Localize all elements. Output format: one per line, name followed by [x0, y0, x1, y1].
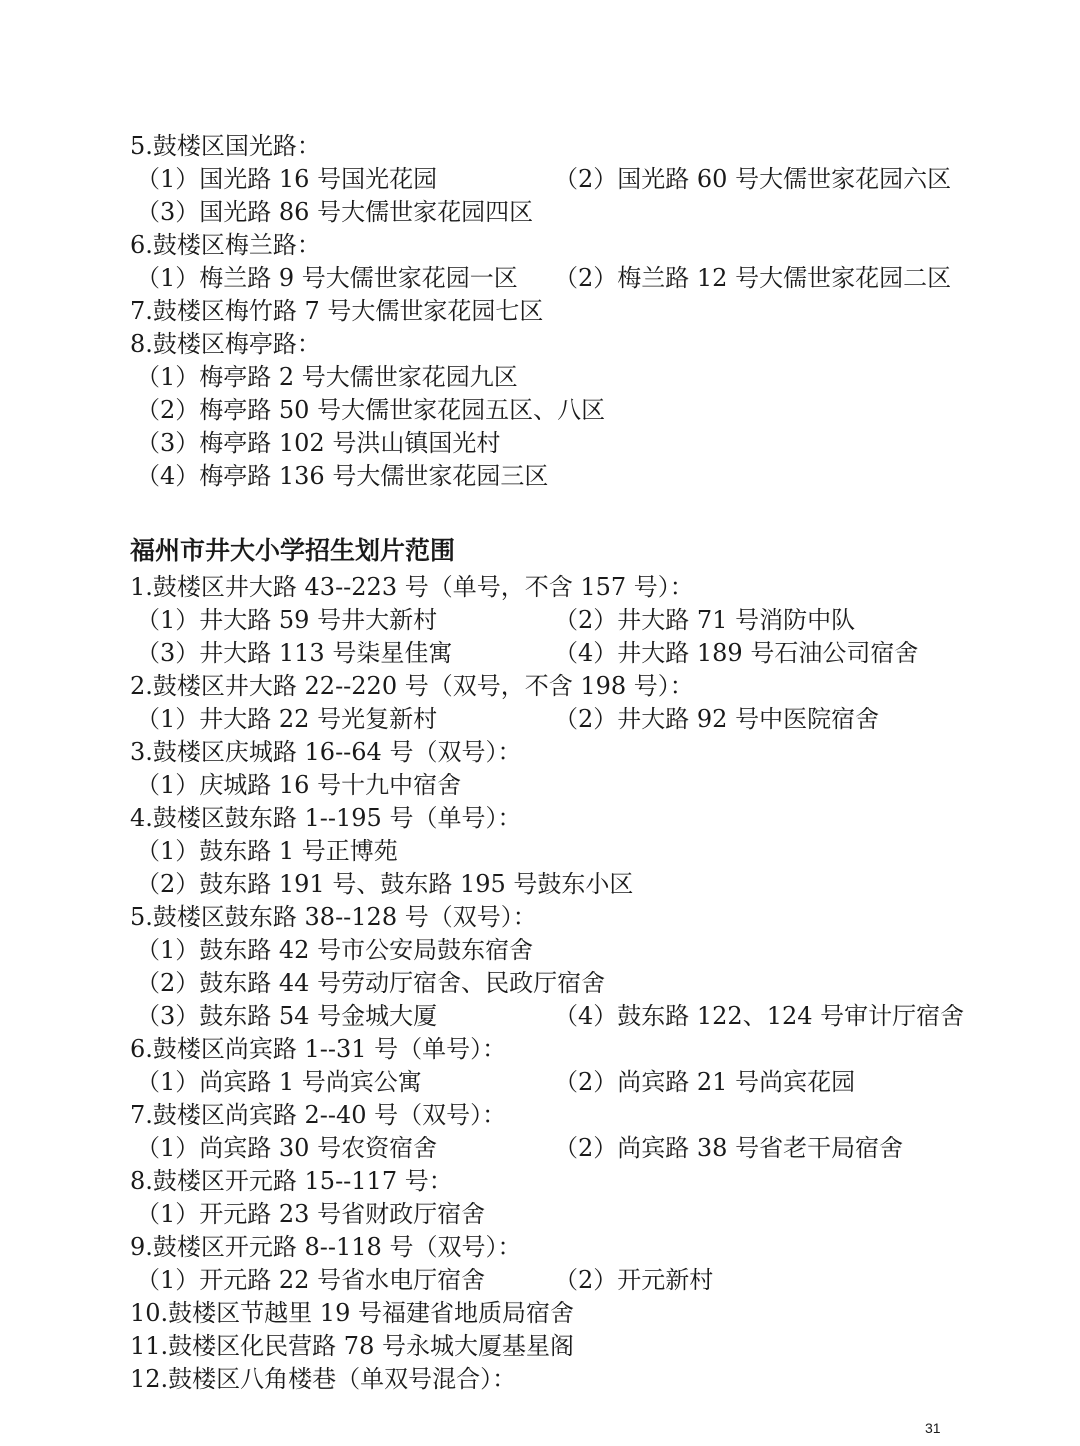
address-text: （1）开元路 23 号省财政厅宿舍: [136, 1200, 486, 1228]
address-text: 9.鼓楼区开元路 8--118 号（双号）：: [130, 1233, 522, 1261]
address-text-second-column: （2）井大路 71 号消防中队: [554, 606, 856, 634]
address-text: （3）鼓东路 54 号金城大厦: [136, 1002, 438, 1030]
street-range-line: [130, 802, 990, 835]
address-item-line: [130, 163, 990, 196]
street-range-line: [130, 1231, 990, 1264]
address-item-line: [130, 868, 990, 901]
address-text: 8.鼓楼区梅亭路：: [130, 330, 321, 358]
address-text: 6.鼓楼区尚宾路 1--31 号（单号）：: [130, 1035, 507, 1063]
address-list-section-b: [130, 571, 990, 1396]
address-text: （3）梅亭路 102 号洪山镇国光村: [136, 429, 501, 457]
street-range-line: [130, 229, 990, 262]
address-item-line: [130, 262, 990, 295]
address-text: （1）井大路 59 号井大新村: [136, 606, 438, 634]
address-text: 11.鼓楼区化民营路 78 号永城大厦基星阁: [130, 1332, 574, 1360]
address-text: 4.鼓楼区鼓东路 1--195 号（单号）：: [130, 804, 522, 832]
section-heading: 福州市井大小学招生划片范围: [130, 536, 456, 565]
address-text: 5.鼓楼区鼓东路 38--128 号（双号）：: [130, 903, 537, 931]
address-text: （1）梅兰路 9 号大儒世家花园一区: [136, 264, 518, 292]
address-text: （3）井大路 113 号柒星佳寓: [136, 639, 453, 667]
address-item-line: [130, 427, 990, 460]
address-text-second-column: （2）梅兰路 12 号大儒世家花园二区: [554, 264, 952, 292]
address-text-second-column: （4）井大路 189 号石油公司宿舍: [554, 639, 919, 667]
address-text: （1）鼓东路 1 号正博苑: [136, 837, 398, 865]
street-range-line: [130, 736, 990, 769]
address-text: （1）开元路 22 号省水电厅宿舍: [136, 1266, 486, 1294]
address-text: 7.鼓楼区梅竹路 7 号大儒世家花园七区: [130, 297, 544, 325]
address-text: 12.鼓楼区八角楼巷（单双号混合）：: [130, 1365, 517, 1393]
street-range-line: [130, 1330, 990, 1363]
address-text: 3.鼓楼区庆城路 16--64 号（双号）：: [130, 738, 522, 766]
address-item-line: [130, 637, 990, 670]
street-range-line: [130, 901, 990, 934]
address-item-line: [130, 196, 990, 229]
address-text: （1）梅亭路 2 号大儒世家花园九区: [136, 363, 518, 391]
address-item-line: [130, 1132, 990, 1165]
address-text: 10.鼓楼区节越里 19 号福建省地质局宿舍: [130, 1299, 574, 1327]
address-text: （4）梅亭路 136 号大儒世家花园三区: [136, 462, 549, 490]
address-text: （1）国光路 16 号国光花园: [136, 165, 438, 193]
address-text: （2）梅亭路 50 号大儒世家花园五区、八区: [136, 396, 606, 424]
address-text-second-column: （2）国光路 60 号大儒世家花园六区: [554, 165, 952, 193]
street-range-line: [130, 130, 990, 163]
street-range-line: [130, 1033, 990, 1066]
street-range-line: [130, 1099, 990, 1132]
street-range-line: [130, 1165, 990, 1198]
address-item-line: [130, 361, 990, 394]
address-text: （1）井大路 22 号光复新村: [136, 705, 438, 733]
address-item-line: [130, 394, 990, 427]
address-item-line: [130, 703, 990, 736]
address-item-line: [130, 835, 990, 868]
address-text-second-column: （2）开元新村: [554, 1266, 714, 1294]
address-text: 6.鼓楼区梅兰路：: [130, 231, 321, 259]
address-text: 7.鼓楼区尚宾路 2--40 号（双号）：: [130, 1101, 507, 1129]
address-text: （2）鼓东路 191 号、鼓东路 195 号鼓东小区: [136, 870, 634, 898]
address-item-line: [130, 1198, 990, 1231]
street-range-line: [130, 1363, 990, 1396]
document-body: [130, 130, 990, 1396]
address-text-second-column: （4）鼓东路 122、124 号审计厅宿舍: [554, 1002, 965, 1030]
address-text: （1）尚宾路 30 号农资宿舍: [136, 1134, 438, 1162]
address-text: 8.鼓楼区开元路 15--117 号：: [130, 1167, 453, 1195]
address-item-line: [130, 460, 990, 493]
address-item-line: [130, 1066, 990, 1099]
page-number: 31: [925, 1420, 941, 1436]
address-text: 1.鼓楼区井大路 43--223 号（单号，不含 157 号）：: [130, 573, 694, 601]
street-range-line: [130, 670, 990, 703]
address-text: （1）尚宾路 1 号尚宾公寓: [136, 1068, 422, 1096]
street-range-line: [130, 295, 990, 328]
address-text-second-column: （2）井大路 92 号中医院宿舍: [554, 705, 880, 733]
address-item-line: [130, 769, 990, 802]
address-item-line: [130, 934, 990, 967]
street-range-line: [130, 1297, 990, 1330]
address-item-line: [130, 1000, 990, 1033]
address-list-section-a: [130, 130, 990, 493]
section-gap: [130, 493, 990, 531]
address-text-second-column: （2）尚宾路 38 号省老干局宿舍: [554, 1134, 904, 1162]
address-item-line: [130, 604, 990, 637]
address-text: （2）鼓东路 44 号劳动厅宿舍、民政厅宿舍: [136, 969, 606, 997]
address-item-line: [130, 967, 990, 1000]
address-text: 2.鼓楼区井大路 22--220 号（双号，不含 198 号）：: [130, 672, 694, 700]
address-text-second-column: （2）尚宾路 21 号尚宾花园: [554, 1068, 856, 1096]
address-item-line: [130, 1264, 990, 1297]
street-range-line: [130, 571, 990, 604]
address-text: （3）国光路 86 号大儒世家花园四区: [136, 198, 534, 226]
street-range-line: [130, 328, 990, 361]
address-text: 5.鼓楼区国光路：: [130, 132, 321, 160]
address-text: （1）庆城路 16 号十九中宿舍: [136, 771, 462, 799]
address-text: （1）鼓东路 42 号市公安局鼓东宿舍: [136, 936, 534, 964]
